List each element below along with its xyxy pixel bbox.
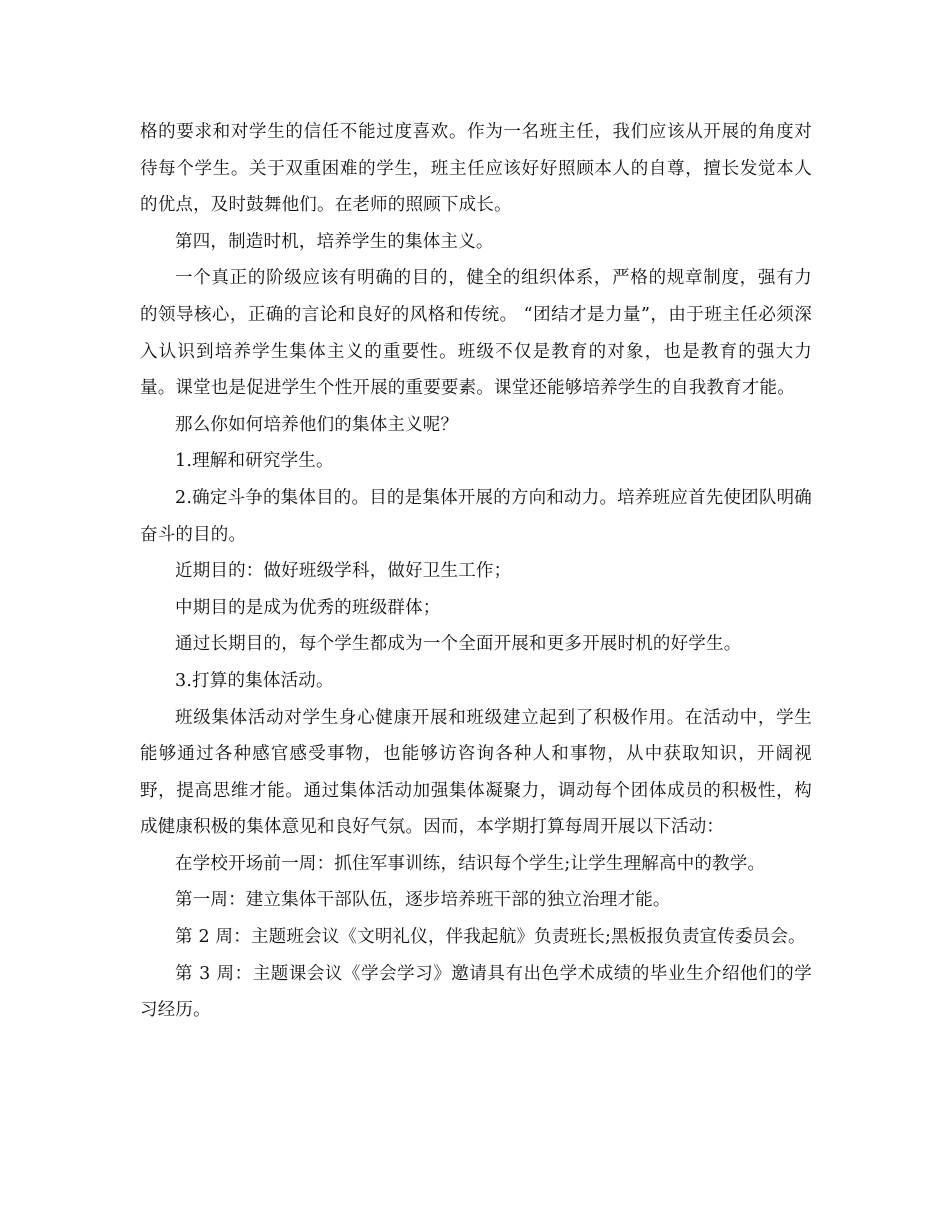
paragraph: 第 2 周：主题班会议《文明礼仪，伴我起航》负责班长;黑板报负责宣传委员会。 [175, 927, 806, 948]
paragraph: 中期目的是成为优秀的班级群体； [175, 597, 441, 618]
paragraph: 3.打算的集体活动。 [175, 670, 334, 691]
paragraph: 一个真正的阶级应该有明确的目的，健全的组织体系，严格的规章制度，强有力的领导核心，正确的言论和良好的风格和传统。 “团结才是力量”，由于班主任必须深入认识到培养学生集体主义的重要性。班级不仅是教育的对象，也是教育的强大力量。课堂也是促进学生个性开展的重要要素。课堂还能够培养学生的自我教育才能。 [140, 268, 812, 399]
paragraph: 格的要求和对学生的信任不能过度喜欢。作为一名班主任，我们应该从开展的角度对待每个学生。关于双重困难的学生，班主任应该好好照顾本人的自尊，擅长发觉本人的优点，及时鼓舞他们。在老师的照顾下成长。 [140, 122, 812, 216]
paragraph: 第四，制造时机，培养学生的集体主义。 [175, 231, 494, 252]
document-body [140, 114, 812, 1029]
paragraph: 通过长期目的，每个学生都成为一个全面开展和更多开展时机的好学生。 [175, 634, 742, 655]
paragraph: 那么你如何培养他们的集体主义呢？ [175, 414, 459, 435]
paragraph: 第一周：建立集体干部队伍，逐步培养班干部的独立治理才能。 [175, 890, 671, 911]
paragraph: 班级集体活动对学生身心健康开展和班级建立起到了积极作用。在活动中，学生能够通过各种感官感受事物，也能够访咨询各种人和事物，从中获取知识，开阔视野，提高思维才能。通过集体活动加强集体凝聚力，调动每个团体成员的积极性，构成健康积极的集体意见和良好气氛。因而，本学期打算每周开展以下活动： [140, 707, 812, 838]
paragraph: 1.理解和研究学生。 [175, 451, 334, 472]
paragraph: 在学校开场前一周：抓住军事训练，结识每个学生;让学生理解高中的教学。 [175, 853, 766, 874]
paragraph: 第 3 周：主题课会议《学会学习》邀请具有出色学术成绩的毕业生介绍他们的学习经历。 [140, 963, 812, 1021]
paragraph: 近期目的：做好班级学科，做好卫生工作； [175, 561, 512, 582]
paragraph: 2.确定斗争的集体目的。目的是集体开展的方向和动力。培养班应首先使团队明确奋斗的目的。 [140, 487, 812, 545]
